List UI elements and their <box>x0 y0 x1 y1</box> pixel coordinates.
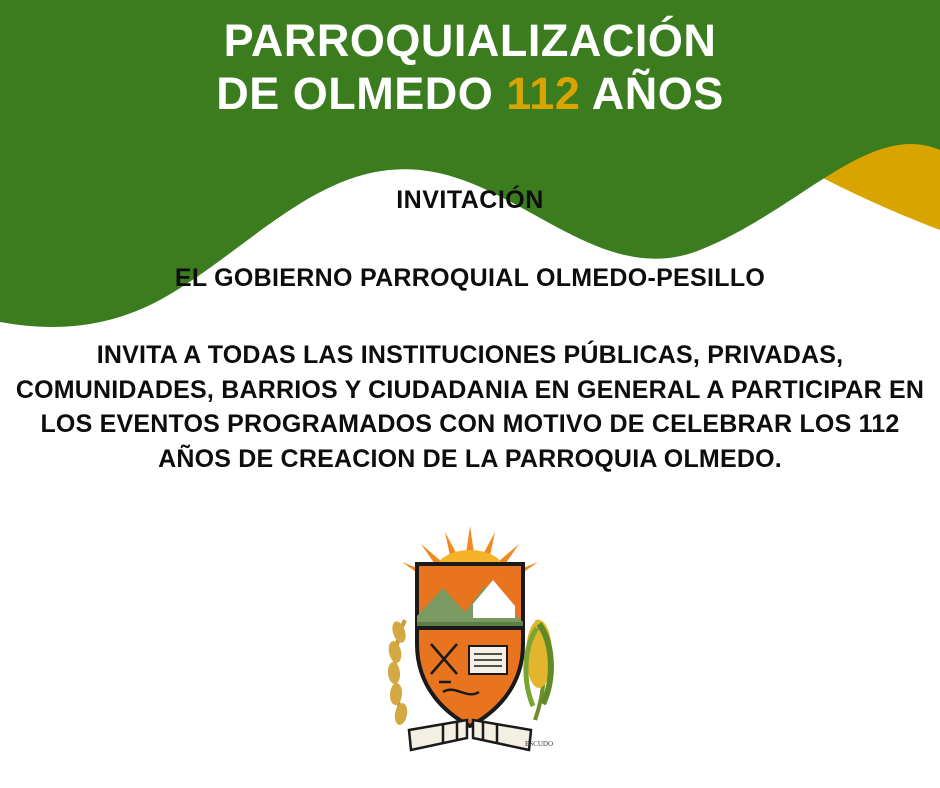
title-line-1: PARROQUIALIZACIÓN <box>223 15 717 66</box>
organization-name: EL GOBIERNO PARROQUIAL OLMEDO-PESILLO <box>174 264 766 292</box>
title-line-2-prefix: DE OLMEDO <box>216 68 507 120</box>
wheat-stalk-left-icon <box>387 620 409 726</box>
invitation-label: INVITACIÓN <box>396 186 544 214</box>
anniversary-number: 112 <box>506 68 581 120</box>
corn-cob-right-icon <box>526 620 552 720</box>
title-line-2 <box>0 67 940 120</box>
coat-of-arms-emblem <box>347 524 593 764</box>
coat-of-arms-icon <box>347 524 593 764</box>
poster-header <box>0 14 940 120</box>
title-line-2-suffix: AÑOS <box>580 68 724 120</box>
emblem-credit-text: ESCUDO <box>525 740 554 748</box>
invitation-body-text: INVITA A TODAS LAS INSTITUCIONES PÚBLICAS, PRIVADAS, COMUNIDADES, BARRIOS Y CIUDADANIA EN GENERAL A PARTICIPAR EN LOS EVENTOS PROGRAMADOS CON MOTIVO DE CELEBRAR LOS 112 AÑOS DE CREACION DE LA PARROQUIA OLMEDO. <box>15 341 925 473</box>
